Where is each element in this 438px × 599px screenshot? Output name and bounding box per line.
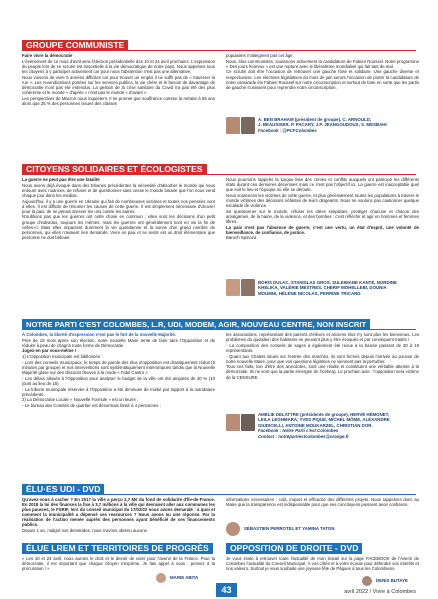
udi-signer: SÉBASTIEN PERROTEL ET YAMINA TATON [244, 526, 335, 531]
signer-line: AMÉLIE DELATTRE (présidente de groupe), HERVÉ HÉMONET, [258, 412, 390, 417]
paragraph: N'oublions pas que les guerres ont cette chose en commun : elles sont les décisions d'un petit groupe d'individus, toujours les mêmes, mais les guerres ont généralement sont en vie la fin de celles-ci. Mais elles impactent durement la vie quotidienne et la survie d'un grand nombre de personnes, qui elles n'avaient rien demandé. Vivre en paix et se sentir est un droit élémentaire que personne ne doit bafouer. [22, 214, 215, 240]
communiste-left-column [22, 53, 215, 159]
signer-line: LEILA LEGHMARA, YVES PIQUE, MICHEL MÔME, ALEXANDRE [258, 417, 390, 423]
divider [22, 494, 416, 495]
lrem-photo [156, 573, 166, 583]
notre-parti-right-column [226, 332, 419, 408]
paragraph: - Lors des conseils municipaux, le temps de parole des élus d'opposition est drastiquement réduit (5 minutes par groupe) et nos interventions sont systématiquement interrompues tandis que la Nouvelle Majorité glose sur des discours fleuves à la mode « Fidel Castro ». [22, 359, 215, 376]
signer-line: GIUDICELLI, ANTOINE MOUKARZEL, CHRISTIAN DOR. [258, 422, 373, 428]
paragraph: Nous, élus communistes, soutenons activement la candidature de Fabien Roussel. Notre programme « Des jours heureux » est une rupture avec le libéralisme mondialisé qui fait tant de mal. [226, 58, 419, 69]
photo [226, 279, 240, 296]
communiste-signers [258, 117, 428, 133]
facebook-handle: Facebook : @PCFColombes [258, 127, 317, 133]
paragraph: Tous ces faits, loin d'être des anecdotes, sont une réalité et constituent une véritable atteinte à la démocratie. Ils ne sont que la partie émergée de l'iceberg. Le prochain acte : l'opposition sera victime de la CENSURE. [226, 364, 419, 380]
section-title-udi: ÉLU·ES UDI - DVD [22, 484, 104, 495]
photo [226, 414, 240, 431]
section-title-ecologistes: CITOYENS SOLIDAIRES ET ÉCOLOGISTES [22, 164, 207, 175]
eco-photos [226, 279, 255, 296]
eco-signers [258, 280, 428, 296]
photo [241, 414, 255, 431]
paragraph: Jugez-en par vous-même ! [22, 348, 77, 354]
lrem-body: « Les 10 et 24 avril, nous aurons le droit et le devoir de voter pour l'avenir de la France. Pour la démocratie, il est important que chaque citoyen s'exprime. Je fais appel à vous : pensez à la procuration ! » [22, 556, 215, 572]
paragraph: Depuis 1 an, malgré nos demandes, nous n'avons obtenu aucune [22, 528, 148, 534]
photo [241, 279, 255, 296]
divider [22, 329, 416, 330]
signer-line: A. BEN BRAHAM (président de groupe), C. ARNOULD, [258, 117, 372, 122]
issue-date: avril 2022 / Vivre à Colombes [344, 589, 416, 595]
photo [241, 117, 255, 134]
paragraph: Aujourd'hui, il y a une guerre en Ukraine qui fait de nombreuses victimes et toutes nos pensées vont à elles. Il est difficile de résumer les causes de cette guerre. Il est simplement nécessaire d'œuvrer pour la paix, de ne jamais dresser les uns contre les autres. [22, 198, 215, 214]
notre-parti-photos [226, 414, 255, 431]
paragraph: informations nécessaires : coût, impact et efficacité des différents projets. Nous rappelons donc au Maire que la transparence est indispensable pour que ses concitoyens puissent avoir confiance. [226, 497, 419, 508]
section-title-opposition-droite: OPPOSITION DE DROITE - DVD [226, 543, 362, 554]
signer-line: MOUMNI, HÉLÈNE NICOLAS, PERRINE TRICARD [258, 290, 361, 296]
paragraph: La guerre ne peut pas être une fatalité [22, 177, 100, 182]
paragraph: Baruch Spinoza [226, 235, 257, 241]
communiste-photos [226, 117, 255, 134]
signer-line: KHELIKA, VALÉRIE MESTRES, CHERIF MOHELLEBI, DOUNIA [258, 285, 387, 291]
udi-photo [226, 522, 240, 536]
udi-left-column [22, 497, 215, 539]
contact-email: Contact : notrepartiestcolombes@orange.fr [258, 433, 349, 439]
section-title-communiste: GROUPE COMMUNISTE [22, 40, 128, 51]
paragraph: - Les délais alloués à l'Opposition pour analyser le budget de la ville ont été amputés de 30 % (10 jours au lieu de 15). [22, 375, 215, 386]
paragraph: populaires n'atteignent pas cet âge. [226, 53, 294, 58]
paragraph: L'évènement de ce mois d'avril sera l'élection présidentielle des 10 et 24 avril prochains. L'expression du peuple lors de ce scrutin est essentielle à la vie démocratique de notre pays. Nous appelons tous les citoyens à y participer activement car pour nous l'abstention n'est pas une alternative. [22, 58, 215, 74]
notre-parti-signers [258, 412, 428, 439]
notre-parti-left-column [22, 332, 215, 480]
paragraph: La paix n'est pas l'absence de guerre, c'est une vertu, un état d'esprit, une volonté de bienveillance, de confiance, de justice. [226, 224, 419, 235]
opposition-body: Je vous invite à retrouver toute l'actualité de mon travail sur la page FACEBOOK de l'Avenir de Colombes l'actualité du Conseil Municipal. À vos côtés et à votre écoute pour défendre vos intérêts et nos valeurs. Surtout je vous souhaite une joyeuse fête de Pâques à tous les Colombiens. [226, 556, 419, 572]
lrem-signer: MARIE ABITA [170, 575, 199, 580]
signer-line: BORIS DULAC, STANISLAS GROS, SULEIMANE KANTÉ, NORDINE [258, 280, 397, 285]
paragraph: - Quant aux Chalets situés sur l'entrée des marchés, ils sont fermés depuis l'arrivée au pouvoir de notre nouvelle Maire, pour que vos questions légitimes ne viennent pas la perturber. [226, 353, 419, 364]
paragraph: Se questionner sur le monde, refuser les idées simplistes, protéger chacune et chacun des amalgames, de la haine, de la violence, et des bombes : c'est réfléchir et agir en hommes et femmes libres. [226, 208, 419, 224]
eco-left-column [22, 177, 215, 302]
paragraph: Nous soutenons les victimes de cette guerre, et plus généralement toutes les populations à travers le monde victimes des décisions néfastes de leurs dirigeants. Nous ne voulons pas cautionner quelque escalade de violence. [226, 192, 419, 209]
paragraph: 2) La Démocratie Locale « Nouvelle Formule » est un leurre : [22, 397, 139, 403]
paragraph: Faire vivre la démocratie [22, 53, 73, 58]
divider [22, 174, 416, 175]
section-title-lrem: ÉLUE LREM ET TERRITOIRES DE PROGRÈS [22, 543, 213, 554]
paragraph: À Colombes, la liberté d'expression n'est pas le fort de la nouvelle Majorité. [22, 332, 176, 337]
paragraph: Nous avons déjà évoqué dans des tribunes précédentes la nécessité d'absorber le monde qui nous entoure avec nuances, de refuser et de questionner sans cesse le monde binaire que l'on nous vend chaque jour dans les médias. [22, 182, 215, 198]
paragraph: - Le bureau des Comités de quartier est désormais limité à 4 personnes : [22, 402, 161, 408]
eco-right-column [226, 177, 419, 275]
udi-right-column [226, 497, 419, 519]
page-number: 43 [216, 583, 237, 597]
paragraph: Ce scrutin doit être l'occasion de retrouver une gauche forte et solidaire. Une gauche diverse et respectueuse. Les élections législatives du mois de juin seront l'occasion de porter la candidature de notre camarade élu Fabien Roussel sur notre circonscription et surtout de faire en sorte que les partis de gauche s'unissent pour reprendre notre circonscription. [226, 69, 419, 90]
paragraph: Nous pourrions rappeler la longue liste des crimes et conflits auxquels ont participé les différents états durant ces dernières décennies mais ce n'est pas l'objectif ici. La guerre est inacceptable quel que soit le lieu et l'époque où elle se déroule. [226, 177, 419, 193]
photo [226, 117, 240, 134]
section-title-notre-parti: NOTRE PARTI C'EST COLOMBES, L.R, UDI, MODEM, AGIR, NOUVEAU CENTRE, NON INSCRIT [22, 319, 370, 330]
paragraph: Nous voisons de vivre 5 années difficiles car pour trouver un emploi il ne suffit pas de « traverser la rue ». Les revendications portées sur les services publics, la vie chère et le besoin de davantage de démocratie n'ont pas été entendus. La gestion de la crise sanitaire du Covid n'a pas été des plus cohérente et le monde « d'après » n'est pas le monde « d'avant ». [22, 74, 215, 95]
paragraph: Près de 18 mois après son élection, notre nouvelle Maire tente de faire taire l'Opposition et de réduire à peau de chagrin toute forme de Démocratie. [22, 337, 215, 348]
paragraph: 1) L'Opposition municipale est bâillonnée : [22, 354, 103, 360]
paragraph: - La composition des conseils de sages a également été revue à la baisse passant de 30 à 19 représentants. [226, 342, 419, 353]
paragraph: Qu'avez-vous à cacher ? En 2017 la ville a perçu 2,7 M€ du fond de solidarité d'Île-de-France. En 2018 la loi des finances la fixe à 3,7 millions à la ville qui devraient aller aux communes les plus pauvres, le FSRIF, lors du conseil municipal du 17/02/22 nous avons demandé : à quoi et comment la municipalité a dépensé ces ressources ? Nous avons eu une réponse. Par la réalisation de l'action menée auprès des personnes ayant bénéficié de ces financements publics. [22, 497, 215, 528]
opposition-signer: DENIS BUTAYE [376, 578, 408, 583]
paragraph: les associations, représentant des parents d'élèves et anciens élus n'y sont plus les bienvenus. Les problèmes du quotidien des habitants ne peuvent plus y être évoqués et par conséquent traités ! [226, 332, 419, 343]
facebook-handle: Facebook : Notre Parti c'est Colombes [258, 428, 339, 434]
communiste-right-column [226, 53, 419, 109]
opposition-photo [362, 576, 372, 586]
paragraph: - La tribune municipale réservée à l'Opposition a été diminuée de moitié par rapport à la mandature précédente. [22, 386, 215, 397]
paragraph: Les perspectives de Macron nous inquiètent. Il ne promet que souffrance comme la retraite à 65 ans alors que 25 % des personnes issues des classes [22, 95, 215, 106]
divider [22, 50, 416, 51]
signer-line: J. BEAUSSIER, P. PACARY, J.P. JEANGOUDOUX, S. MESBAHI [258, 122, 387, 128]
